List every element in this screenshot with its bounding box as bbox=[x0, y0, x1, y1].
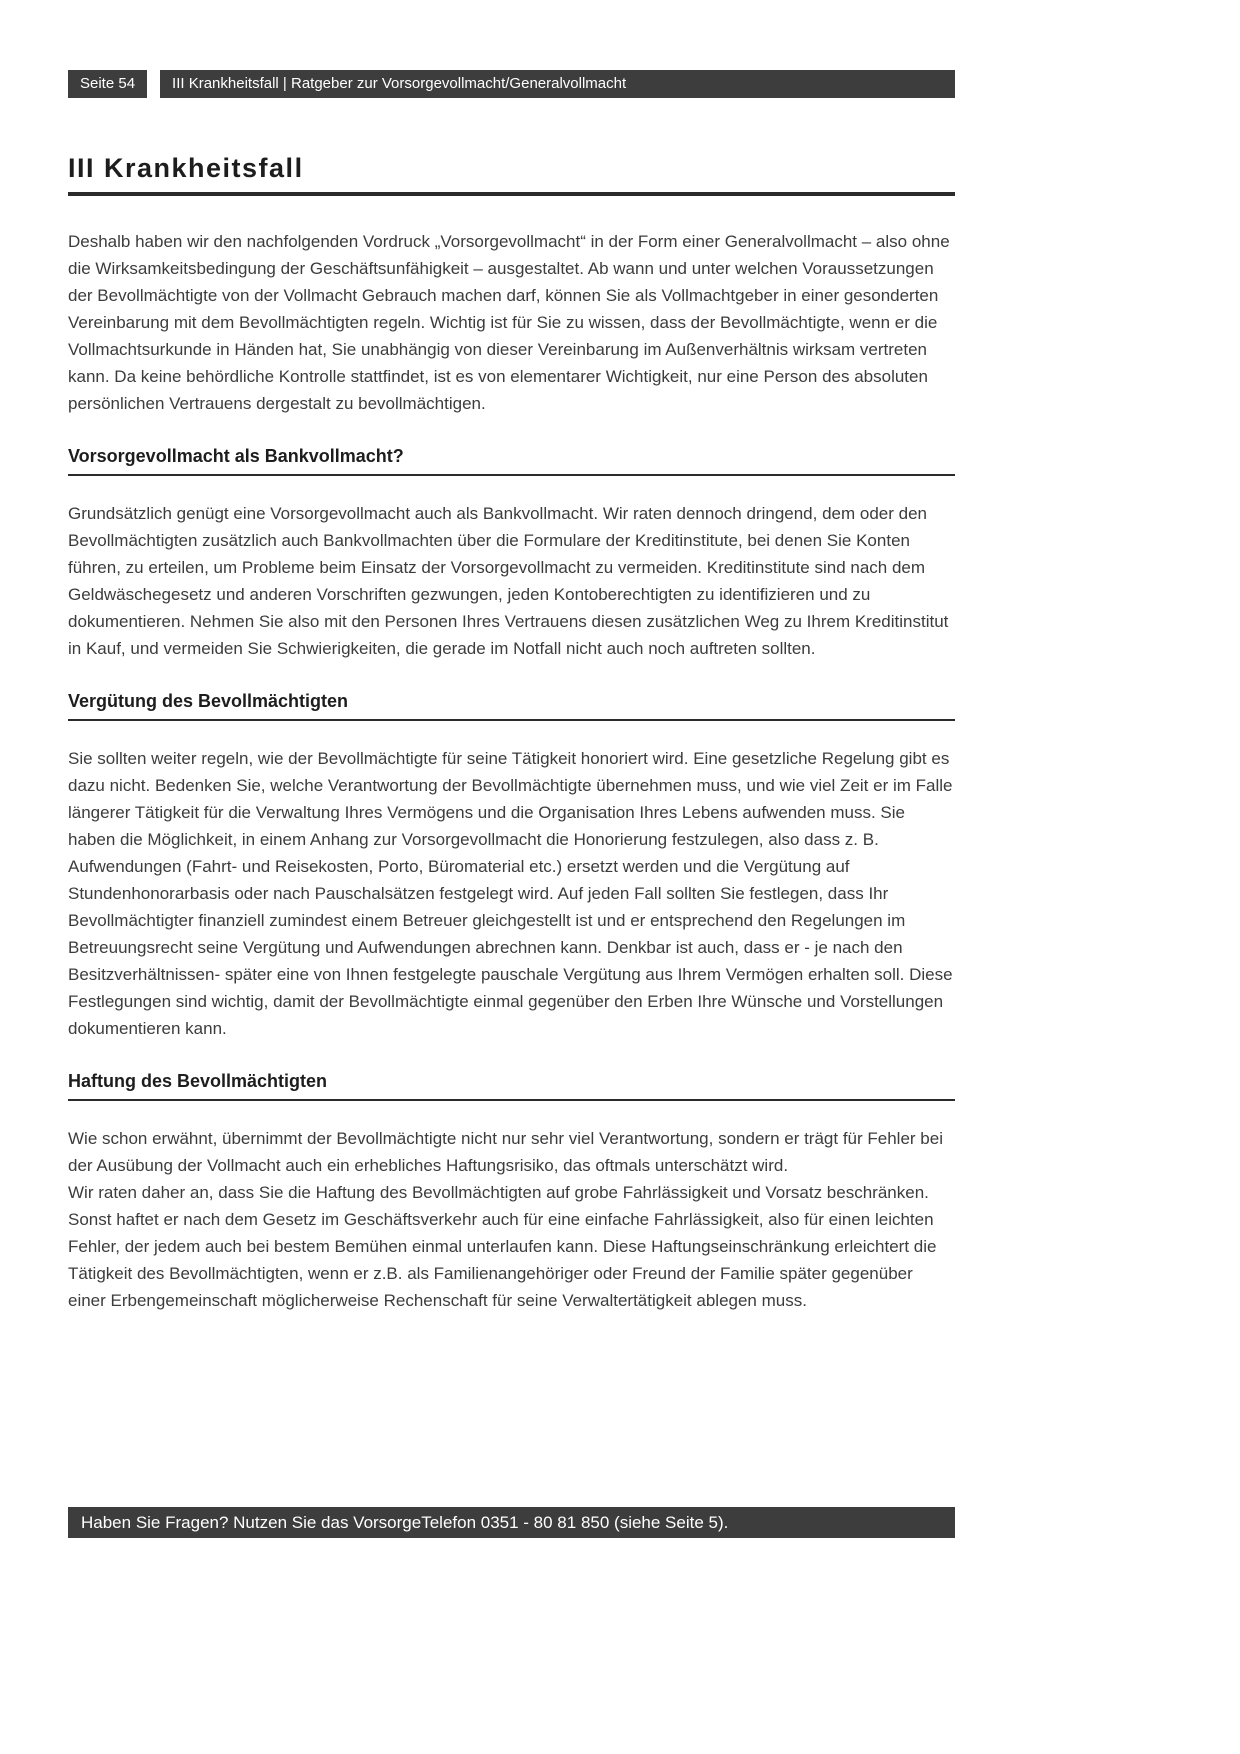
section-heading-verguetung: Vergütung des Bevollmächtigten bbox=[68, 690, 955, 721]
section-heading-bankvollmacht: Vorsorgevollmacht als Bankvollmacht? bbox=[68, 445, 955, 476]
page-title: III Krankheitsfall bbox=[68, 152, 955, 196]
section-haftung bbox=[68, 1070, 955, 1314]
section-paragraph: Sie sollten weiter regeln, wie der Bevollmächtigte für seine Tätigkeit honoriert wird. Eine gesetzliche Regelung gibt es dazu nicht. Bedenken Sie, welche Verantwortung der Bevollmächtigte übernehmen muss, und wie viel Zeit er im Falle längerer Tätigkeit für die Verwaltung Ihres Vermögens und die Organisation Ihres Lebens aufwenden muss. Sie haben die Möglichkeit, in einem Anhang zur Vorsorgevollmacht die Honorierung festzulegen, also dass z. B. Aufwendungen (Fahrt- und Reisekosten, Porto, Büromaterial etc.) ersetzt werden und die Vergütung auf Stundenhonorarbasis oder nach Pauschalsätzen festgelegt wird. Auf jeden Fall sollten Sie festlegen, dass Ihr Bevollmächtigter finanziell zumindest einem Betreuer gleichgestellt ist und er entsprechend den Regelungen im Betreuungsrecht seine Vergütung und Aufwendungen abrechnen kann. Denkbar ist auch, dass er - je nach den Besitzverhältnissen- später eine von Ihnen festgelegte pauschale Vergütung aus Ihrem Vermögen erhalten soll. Diese Festlegungen sind wichtig, damit der Bevollmächtigte einmal gegenüber den Erben Ihre Wünsche und Vorstellungen dokumentieren kann. bbox=[68, 749, 953, 1038]
footer-text: Haben Sie Fragen? Nutzen Sie das VorsorgeTelefon 0351 - 80 81 850 (siehe Seite 5). bbox=[81, 1513, 729, 1532]
section-paragraph: Wir raten daher an, dass Sie die Haftung des Bevollmächtigten auf grobe Fahrlässigkeit und Vorsatz beschränken. Sonst haftet er nach dem Gesetz im Geschäftsverkehr auch für eine einfache Fahrlässigkeit, also für einen leichten Fehler, der jedem auch bei bestem Bemühen einmal unterlaufen kann. Diese Haftungseinschränkung erleichtert die Tätigkeit des Bevollmächtigten, wenn er z.B. als Familienangehöriger oder Freund der Familie später gegenüber einer Erbengemeinschaft möglicherweise Rechenschaft für seine Verwaltertätigkeit ablegen muss. bbox=[68, 1183, 937, 1310]
section-paragraph: Wie schon erwähnt, übernimmt der Bevollmächtigte nicht nur sehr viel Verantwortung, sondern er trägt für Fehler bei der Ausübung der Vollmacht auch ein erhebliches Haftungsrisiko, das oftmals unterschätzt wird. bbox=[68, 1129, 943, 1175]
page-number-label: Seite 54 bbox=[68, 70, 147, 98]
running-header-title: III Krankheitsfall | Ratgeber zur Vorsorgevollmacht/Generalvollmacht bbox=[160, 70, 955, 98]
section-paragraph: Grundsätzlich genügt eine Vorsorgevollmacht auch als Bankvollmacht. Wir raten dennoch dringend, dem oder den Bevollmächtigten zusätzlich auch Bankvollmachten über die Formulare der Kreditinstitute, bei denen Sie Konten führen, zu erteilen, um Probleme beim Einsatz der Vorsorgevollmacht zu vermeiden. Kreditinstitute sind nach dem Geldwäschegesetz und anderen Vorschriften gezwungen, jeden Kontoberechtigten zu identifizieren und zu dokumentieren. Nehmen Sie also mit den Personen Ihres Vertrauens diesen zusätzlichen Weg zu Ihrem Kreditinstitut in Kauf, und vermeiden Sie Schwierigkeiten, die gerade im Notfall nicht auch noch auftreten sollten. bbox=[68, 504, 949, 658]
intro-paragraph: Deshalb haben wir den nachfolgenden Vordruck „Vorsorgevollmacht“ in der Form einer Generalvollmacht – also ohne die Wirksamkeitsbedingung der Geschäftsunfähigkeit – ausgestaltet. Ab wann und unter welchen Voraussetzungen der Bevollmächtigte von der Vollmacht Gebrauch machen darf, können Sie als Vollmachtgeber in einer gesonderten Vereinbarung mit dem Bevollmächtigten regeln. Wichtig ist für Sie zu wissen, dass der Bevollmächtigte, wenn er die Vollmachtsurkunde in Händen hat, Sie unabhängig von dieser Vereinbarung im Außenverhältnis wirksam vertreten kann. Da keine behördliche Kontrolle stattfindet, ist es von elementarer Wichtigkeit, nur eine Person des absoluten persönlichen Vertrauens dergestalt zu bevollmächtigen. bbox=[68, 232, 950, 413]
main-content bbox=[68, 152, 955, 1314]
section-bankvollmacht bbox=[68, 445, 955, 662]
section-verguetung bbox=[68, 690, 955, 1042]
section-heading-haftung: Haftung des Bevollmächtigten bbox=[68, 1070, 955, 1101]
page-header bbox=[68, 70, 955, 98]
page-footer bbox=[68, 1507, 955, 1538]
